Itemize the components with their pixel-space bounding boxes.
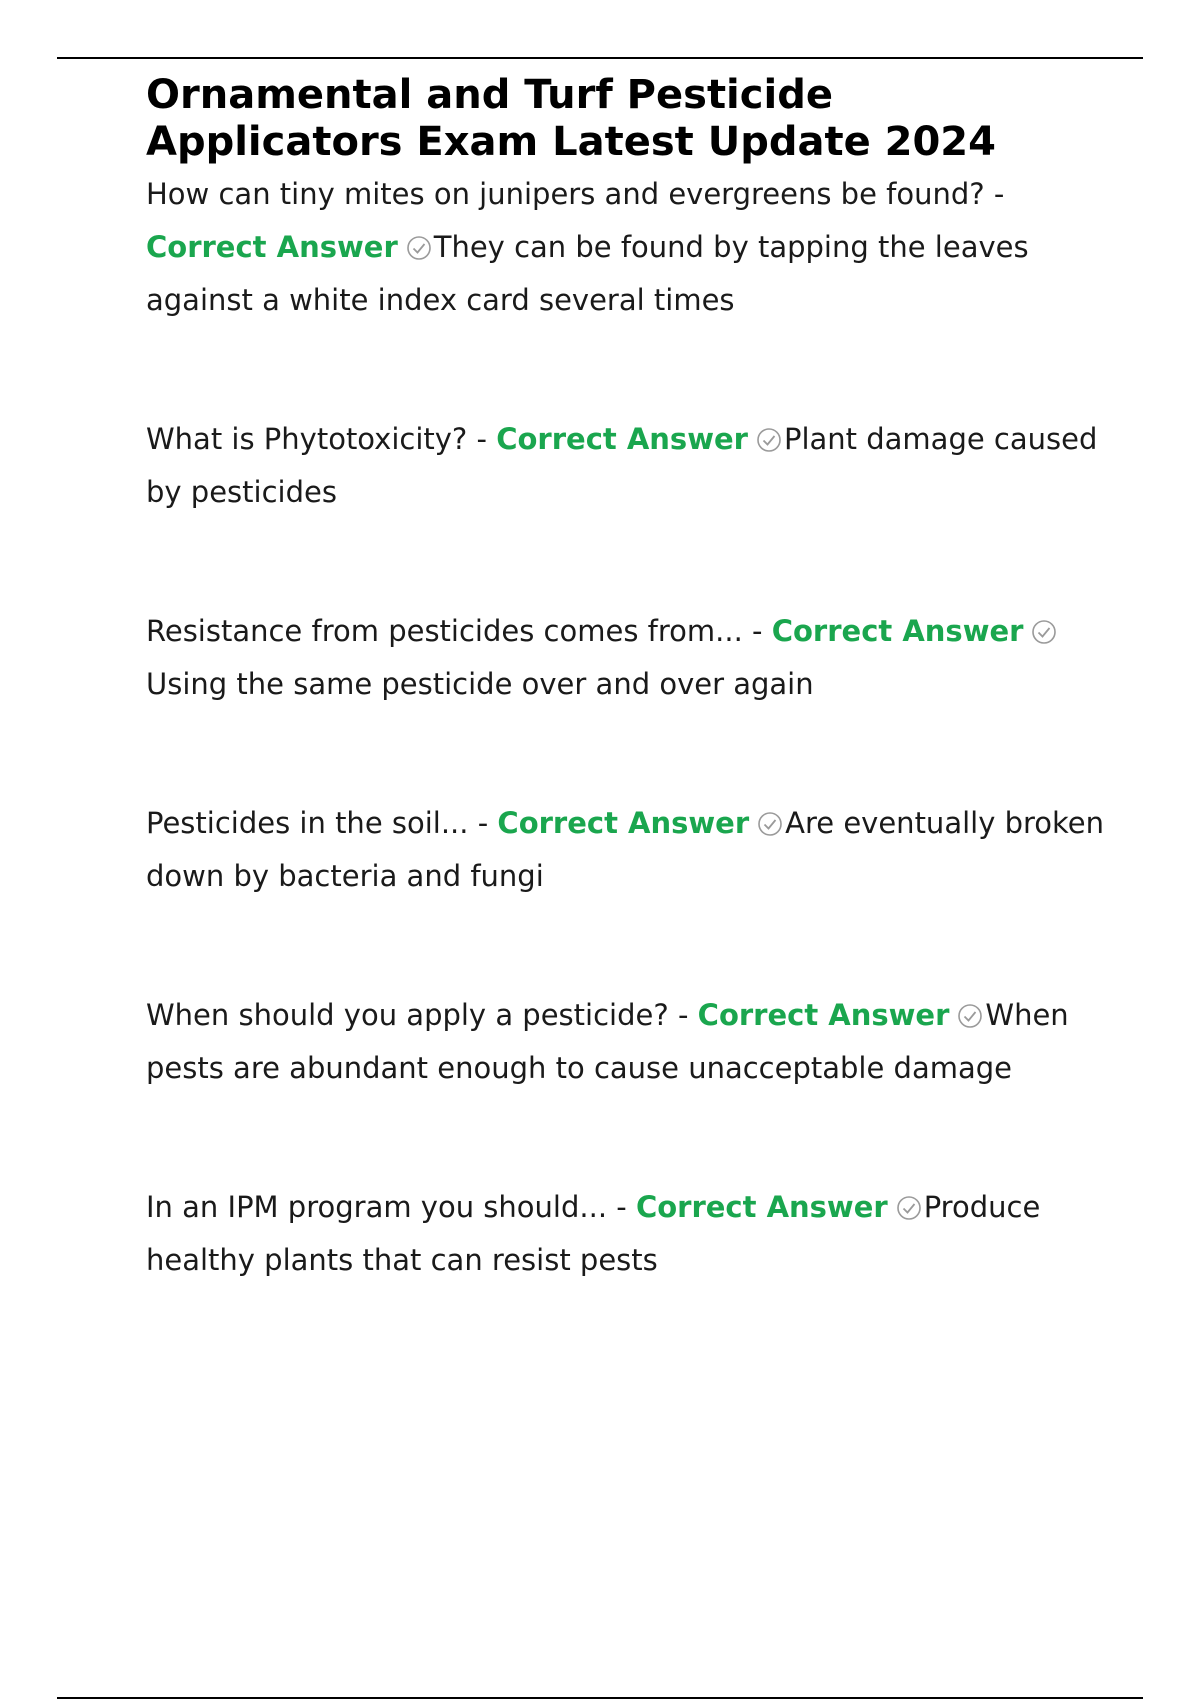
answer-text: Plant damage caused by pesticides [146, 422, 1098, 509]
qa-item [146, 168, 1106, 327]
check-circle-icon [756, 427, 782, 453]
correct-answer-label: Correct Answer [497, 806, 750, 840]
question-text: How can tiny mites on junipers and evergreens be found? [146, 177, 985, 211]
separator: - [467, 422, 497, 456]
question-text: Pesticides in the soil... [146, 806, 469, 840]
separator: - [984, 177, 1005, 211]
check-circle-icon [1031, 619, 1057, 645]
top-rule [57, 57, 1143, 59]
answer-text: Using the same pesticide over and over again [146, 667, 814, 701]
check-circle-icon [896, 1195, 922, 1221]
qa-item [146, 605, 1106, 711]
question-text: In an IPM program you should... [146, 1190, 608, 1224]
correct-answer-label: Correct Answer [697, 998, 950, 1032]
check-circle-icon [406, 235, 432, 261]
correct-answer-label: Correct Answer [146, 230, 398, 264]
check-circle-icon [757, 811, 783, 837]
question-text: What is Phytotoxicity? [146, 422, 468, 456]
qa-item [146, 413, 1106, 519]
title-line-1: Ornamental and Turf Pesticide [146, 72, 833, 118]
document-body [146, 72, 1106, 1287]
correct-answer-label: Correct Answer [635, 1190, 888, 1224]
document-title [146, 72, 1106, 166]
separator: - [742, 614, 772, 648]
bottom-rule [57, 1697, 1143, 1699]
answer-text: They can be found by tapping the leaves against a white index card several times [146, 230, 1029, 317]
correct-answer-label: Correct Answer [771, 614, 1024, 648]
qa-item [146, 797, 1106, 903]
title-line-2: Applicators Exam Latest Update 2024 [146, 119, 996, 165]
correct-answer-label: Correct Answer [496, 422, 748, 456]
question-text: Resistance from pesticides comes from... [146, 614, 743, 648]
answer-text: Produce healthy plants that can resist pests [146, 1190, 1041, 1277]
check-circle-icon [957, 1003, 983, 1029]
separator: - [607, 1190, 636, 1224]
qa-item [146, 1181, 1106, 1287]
answer-text: Are eventually broken down by bacteria and fungi [146, 806, 1105, 893]
qa-item [146, 989, 1106, 1095]
question-text: When should you apply a pesticide? [146, 998, 669, 1032]
separator: - [668, 998, 698, 1032]
separator: - [468, 806, 498, 840]
answer-text: When pests are abundant enough to cause unacceptable damage [146, 998, 1069, 1085]
